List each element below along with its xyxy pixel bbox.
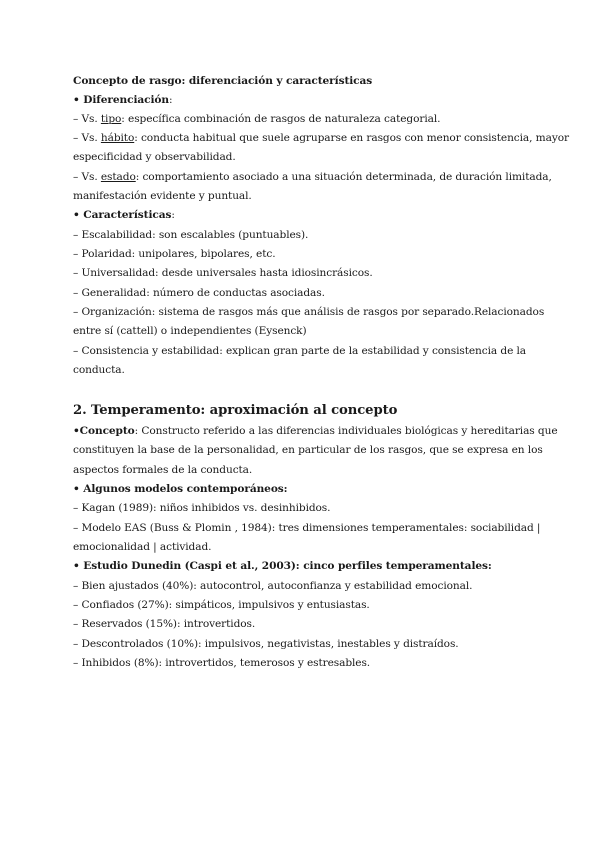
dif-item-estado <box>73 170 552 184</box>
car-item-generalidad: – Generalidad: número de conductas asociadas. <box>73 287 325 299</box>
modelo-item-eas-cont: emocionalidad | actividad. <box>73 541 212 553</box>
concepto-text: : Constructo referido a las diferencias individuales biológicas y hereditarias que <box>134 425 558 437</box>
dif-item-estado-cont: manifestación evidente y puntual. <box>73 190 252 202</box>
dif-item-prefix: – Vs. <box>73 113 101 125</box>
concepto-line-3: aspectos formales de la conducta. <box>73 464 253 476</box>
dif-item-prefix: – Vs. <box>73 132 101 144</box>
section1-title: Concepto de rasgo: diferenciación y características <box>73 75 373 87</box>
dif-item-tipo <box>73 112 533 126</box>
diferenciacion-heading <box>73 93 533 107</box>
caracteristicas-label: • Características <box>73 209 172 221</box>
concepto-line <box>73 424 558 438</box>
dif-item-term: estado <box>100 171 136 183</box>
dunedin-heading: • Estudio Dunedin (Caspi et al., 2003): cinco perfiles temperamentales: <box>73 560 492 572</box>
dif-item-term: tipo <box>100 113 122 125</box>
diferenciacion-label: • Diferenciación <box>73 94 169 106</box>
perfil-item-confiados: – Confiados (27%): simpáticos, impulsivos y entusiastas. <box>73 599 370 611</box>
caracteristicas-colon: : <box>171 209 175 221</box>
perfil-item-inhibidos: – Inhibidos (8%): introvertidos, temerosos y estresables. <box>73 657 371 669</box>
car-item-consistencia-cont: conducta. <box>73 364 125 376</box>
perfil-item-bien-ajustados: – Bien ajustados (40%): autocontrol, autoconfianza y estabilidad emocional. <box>73 580 473 592</box>
diferenciacion-colon: : <box>168 94 173 106</box>
modelo-item-eas: – Modelo EAS (Buss & Plomin , 1984): tres dimensiones temperamentales: sociabilidad | <box>73 522 541 534</box>
dif-item-habito <box>73 131 569 145</box>
dif-item-text: : comportamiento asociado a una situación determinada, de duración limitada, <box>135 171 552 183</box>
dif-item-text: : conducta habitual que suele agruparse en rasgos con menor consistencia, mayor <box>134 132 569 144</box>
perfil-item-descontrolados: – Descontrolados (10%): impulsivos, negativistas, inestables y distraídos. <box>73 638 459 650</box>
dif-item-text: : específica combinación de rasgos de naturaleza categorial. <box>121 113 441 125</box>
car-item-escalabilidad: – Escalabilidad: son escalables (puntuables). <box>73 229 309 241</box>
perfil-item-reservados: – Reservados (15%): introvertidos. <box>73 618 256 630</box>
section2-title: 2. Temperamento: aproximación al concepto <box>73 403 398 418</box>
concepto-label: •Concepto <box>73 425 135 437</box>
car-item-universalidad: – Universalidad: desde universales hasta idiosincrásicos. <box>73 267 373 279</box>
car-item-organizacion-cont: entre sí (cattell) o independientes (Eysenck) <box>73 325 307 337</box>
concepto-line-2: constituyen la base de la personalidad, en particular de los rasgos, que se expresa en los <box>73 444 543 456</box>
modelo-item-kagan: – Kagan (1989): niños inhibidos vs. desinhibidos. <box>73 502 331 514</box>
dif-item-habito-cont: especificidad y observabilidad. <box>73 151 236 163</box>
car-item-consistencia: – Consistencia y estabilidad: explican gran parte de la estabilidad y consistencia de la <box>73 345 527 357</box>
car-item-polaridad: – Polaridad: unipolares, bipolares, etc. <box>73 248 276 260</box>
dif-item-prefix: – Vs. <box>73 171 101 183</box>
modelos-heading: • Algunos modelos contemporáneos: <box>73 483 288 495</box>
caracteristicas-heading <box>73 208 533 222</box>
car-item-organizacion: – Organización: sistema de rasgos más que análisis de rasgos por separado.Relacionados <box>73 306 545 318</box>
dif-item-term: hábito <box>100 132 135 144</box>
